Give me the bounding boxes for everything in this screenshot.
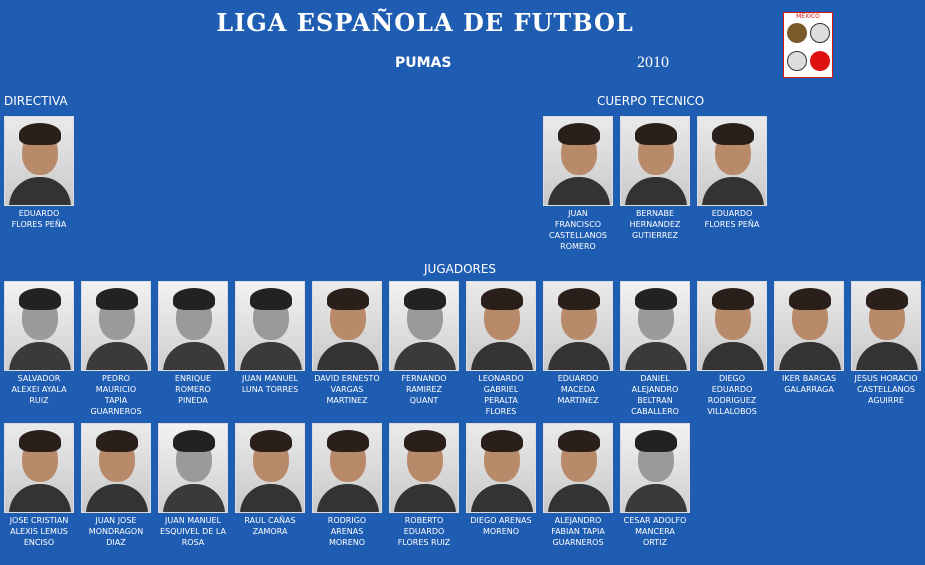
person-name: JESUS HORACIO CASTELLANOS AGUIRRE xyxy=(854,374,918,405)
person-name: JUAN JOSE MONDRAGON DIAZ xyxy=(88,516,144,547)
person-card xyxy=(465,281,537,417)
person-card xyxy=(619,116,691,241)
section-directiva: DIRECTIVA xyxy=(4,94,68,108)
person-photo xyxy=(235,423,305,513)
person-photo xyxy=(81,281,151,371)
person-name: BERNABE HERNANDEZ GUTIERREZ xyxy=(629,209,681,240)
person-card xyxy=(234,423,306,537)
crest-text: MEXICO xyxy=(796,13,820,20)
person-photo xyxy=(774,281,844,371)
person-photo xyxy=(312,281,382,371)
person-card xyxy=(3,116,75,230)
person-name: ROBERTO EDUARDO FLORES RUIZ xyxy=(397,516,451,547)
person-name: DAVID ERNESTO VARGAS MARTINEZ xyxy=(314,374,380,405)
person-name: SALVADOR ALEXEI AYALA RUIZ xyxy=(11,374,67,405)
person-photo xyxy=(4,116,74,206)
person-card xyxy=(696,281,768,417)
person-photo xyxy=(620,281,690,371)
person-name: DIEGO EDUARDO RODRIGUEZ VILLALOBOS xyxy=(707,374,757,416)
crest-lion-icon xyxy=(810,51,830,71)
section-jugadores: JUGADORES xyxy=(424,262,497,276)
crest-ball-icon xyxy=(810,23,830,43)
person-name: FERNANDO RAMIREZ QUANT xyxy=(401,374,447,405)
person-card xyxy=(465,423,537,537)
person-card xyxy=(234,281,306,395)
person-photo xyxy=(235,281,305,371)
person-card xyxy=(696,116,768,230)
person-name: DANIEL ALEJANDRO BELTRAN CABALLERO xyxy=(631,374,679,416)
person-name: DIEGO ARENAS MORENO xyxy=(470,516,532,536)
person-name: LEONARDO GABRIEL PERALTA FLORES xyxy=(478,374,524,416)
person-name: PEDRO MAURICIO TAPIA GUARNEROS xyxy=(90,374,142,416)
person-photo xyxy=(158,281,228,371)
person-name: CESAR ADOLFO MANCERA ORTIZ xyxy=(623,516,687,547)
person-photo xyxy=(466,423,536,513)
mexico-crest-logo xyxy=(783,12,833,78)
person-card xyxy=(542,116,614,252)
person-card xyxy=(311,423,383,548)
person-photo xyxy=(466,281,536,371)
person-photo xyxy=(543,281,613,371)
person-photo xyxy=(851,281,921,371)
person-card xyxy=(3,281,75,406)
person-photo xyxy=(620,423,690,513)
person-card xyxy=(388,281,460,406)
person-photo xyxy=(620,116,690,206)
person-photo xyxy=(543,423,613,513)
season-year: 2010 xyxy=(637,54,669,71)
person-card xyxy=(3,423,75,548)
person-card xyxy=(542,281,614,406)
team-name: PUMAS xyxy=(395,55,452,71)
person-photo xyxy=(697,116,767,206)
person-card xyxy=(542,423,614,548)
person-photo xyxy=(543,116,613,206)
person-name: IKER BARGAS GALARRAGA xyxy=(781,374,837,394)
person-photo xyxy=(4,423,74,513)
person-name: JUAN FRANCISCO CASTELLANOS ROMERO xyxy=(548,209,607,251)
person-name: EDUARDO FLORES PEÑA xyxy=(704,209,760,229)
person-photo xyxy=(312,423,382,513)
person-card xyxy=(388,423,460,548)
page-title: LIGA ESPAÑOLA DE FUTBOL xyxy=(216,8,634,37)
person-name: RODRIGO ARENAS MORENO xyxy=(327,516,367,547)
person-photo xyxy=(389,423,459,513)
person-photo xyxy=(4,281,74,371)
person-card xyxy=(80,281,152,417)
person-photo xyxy=(158,423,228,513)
person-card xyxy=(311,281,383,406)
person-card xyxy=(80,423,152,548)
crest-ball-icon xyxy=(787,51,807,71)
section-cuerpo-tecnico: CUERPO TECNICO xyxy=(597,94,705,108)
person-name: JUAN MANUEL ESQUIVEL DE LA ROSA xyxy=(159,516,227,547)
person-card xyxy=(157,423,229,548)
person-name: JUAN MANUEL LUNA TORRES xyxy=(241,374,299,394)
person-card xyxy=(157,281,229,406)
person-card xyxy=(773,281,845,395)
person-card xyxy=(619,281,691,417)
crest-emblem-icon xyxy=(787,23,807,43)
person-name: ENRIQUE ROMERO PINEDA xyxy=(174,374,212,405)
person-card xyxy=(619,423,691,548)
person-name: JOSE CRISTIAN ALEXIS LEMUS ENCISO xyxy=(9,516,69,547)
person-photo xyxy=(697,281,767,371)
person-name: EDUARDO FLORES PEÑA xyxy=(11,209,67,229)
person-card xyxy=(850,281,922,406)
person-name: RAUL CAÑAS ZAMORA xyxy=(244,516,296,536)
person-name: ALEJANDRO FABIAN TAPIA GUARNEROS xyxy=(551,516,605,547)
person-name: EDUARDO MACEDA MARTINEZ xyxy=(557,374,599,405)
person-photo xyxy=(389,281,459,371)
person-photo xyxy=(81,423,151,513)
